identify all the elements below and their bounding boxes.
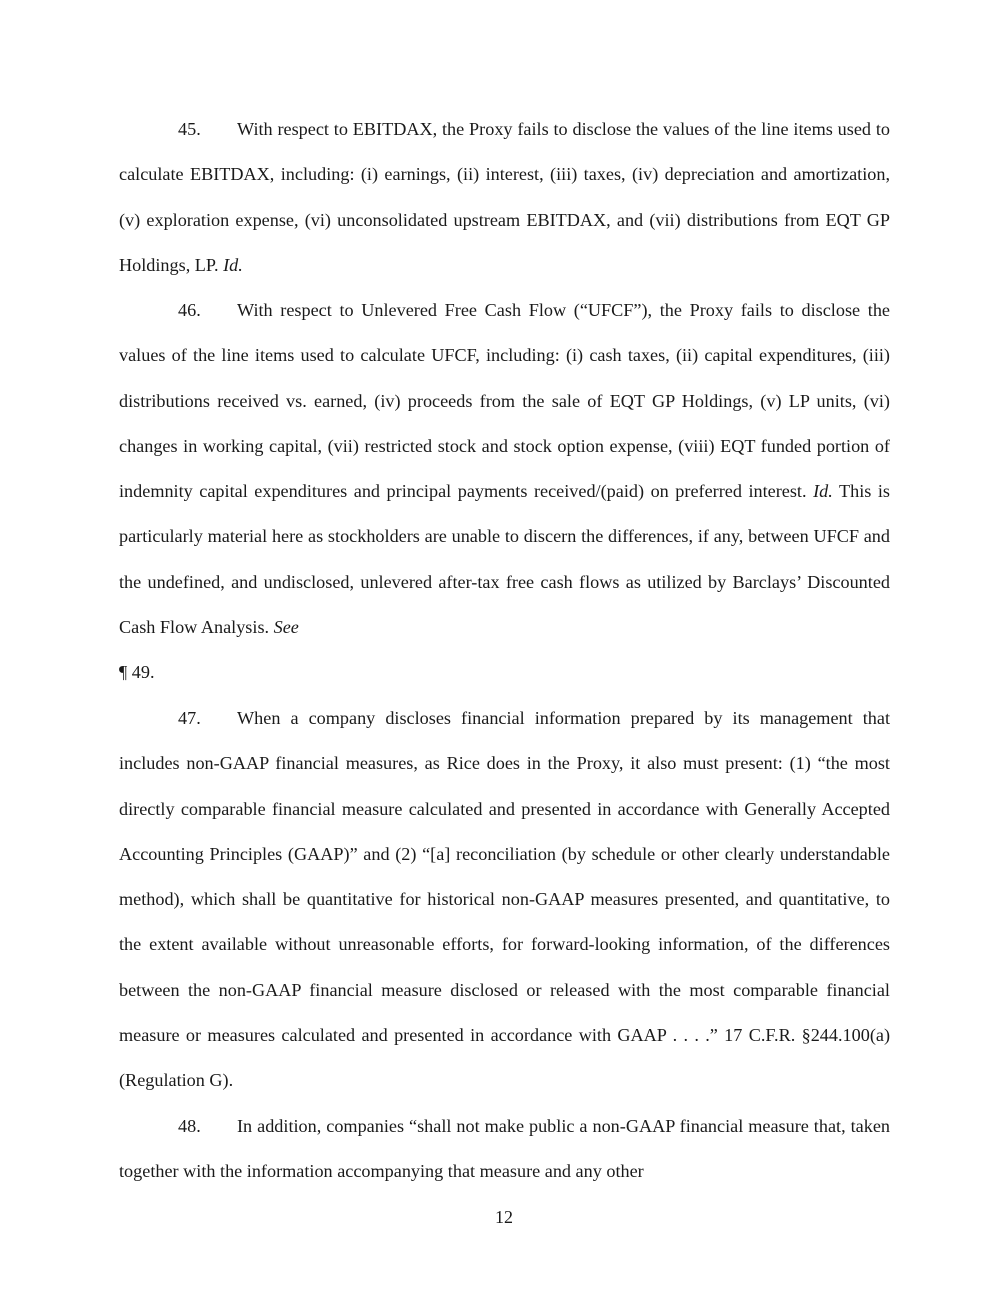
paragraph-47: [119, 696, 890, 1104]
citation-id: Id.: [223, 254, 243, 275]
page-number: 12: [495, 1207, 513, 1227]
paragraph-45: [119, 107, 890, 288]
paragraph-text: With respect to Unlevered Free Cash Flow (“UFCF”), the Proxy fails to disclose the values of the line items used to calculate UFCF, including: (i) cash taxes, (ii) capital expenditures, (iii) distributions received vs. earned, (iv) proceeds from the sale of EQT GP Holdings, (v) LP units, (vi) changes in working capital, (vii) restricted stock and stock option expense, (viii) EQT funded portion of indemnity capital expenditures and principal payments received/(paid) on preferred interest.: [119, 300, 890, 502]
paragraph-48: [119, 1104, 890, 1195]
paragraph-46: [119, 288, 890, 696]
citation-id: Id.: [813, 481, 833, 502]
paragraph-number: 45.: [178, 119, 201, 139]
paragraph-reference: ¶ 49.: [119, 662, 155, 683]
paragraph-text: With respect to EBITDAX, the Proxy fails to disclose the values of the line items used to calculate EBITDAX, including: (i) earnings, (ii) interest, (iii) taxes, (iv) depreciation and amortization, (v) exploration expense, (vi) unconsolidated upstream EBITDAX, and (vii) distributions from EQT GP Holdings, LP.: [119, 119, 890, 275]
paragraph-number: 46.: [178, 300, 201, 320]
citation-see: See: [273, 617, 299, 638]
paragraph-text: This is particularly material here as stockholders are unable to discern the differences, if any, between UFCF and the undefined, and undisclosed, unlevered after-tax free cash flows as utilized by Barclays’ Discounted Cash Flow Analysis.: [119, 481, 890, 638]
paragraph-number: 48.: [178, 1116, 201, 1136]
paragraph-number: 47.: [178, 708, 201, 728]
paragraph-text: When a company discloses financial information prepared by its management that includes non-GAAP financial measures, as Rice does in the Proxy, it also must present: (1) “the most directly comparable financial measure calculated and presented in accordance with Generally Accepted Accounting Principles (GAAP)” and (2) “[a] reconciliation (by schedule or other clearly understandable method), which shall be quantitative for historical non-GAAP measures presented, and quantitative, to the extent available without unreasonable efforts, for forward-looking information, of the differences between the non-GAAP financial measure disclosed or released with the most comparable financial measure or measures calculated and presented in accordance with GAAP . . . .” 17 C.F.R. §244.100(a) (Regulation G).: [119, 708, 890, 1091]
paragraph-text: In addition, companies “shall not make public a non-GAAP financial measure that, taken together with the information accompanying that measure and any other: [119, 1116, 890, 1182]
